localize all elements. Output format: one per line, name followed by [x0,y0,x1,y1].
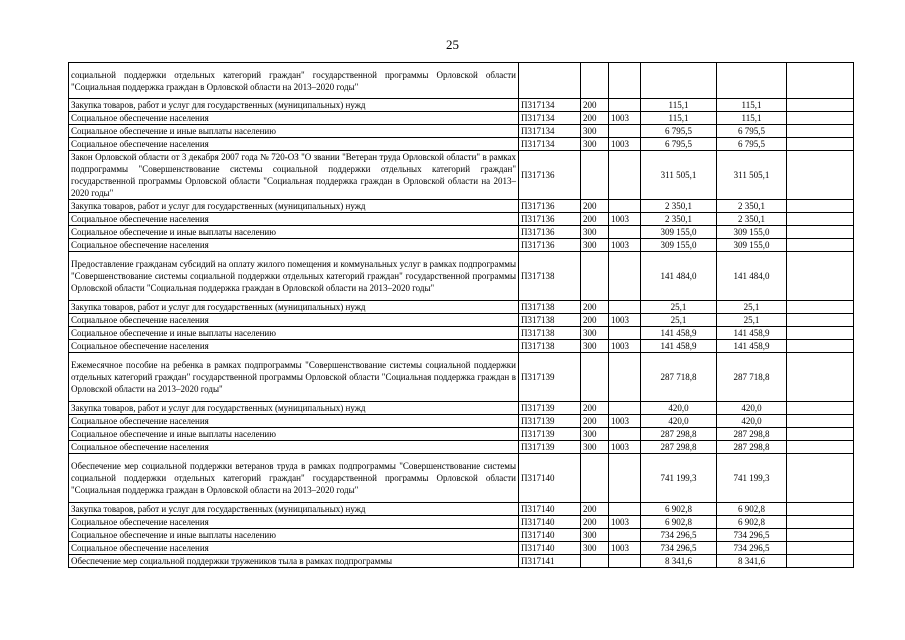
row-empty-cell [787,301,854,314]
row-amount-2: 741 199,3 [717,454,787,503]
row-amount-1: 25,1 [641,301,717,314]
row-expense-type [581,63,609,99]
row-description: Социальное обеспечение и иные выплаты населению [69,529,519,542]
row-amount-1: 6 795,5 [641,125,717,138]
row-section-code [609,226,641,239]
row-expense-type: 300 [581,239,609,252]
row-amount-1: 2 350,1 [641,200,717,213]
row-section-code: 1003 [609,314,641,327]
row-amount-1: 6 795,5 [641,138,717,151]
table-row [69,200,854,213]
row-amount-2 [717,63,787,99]
row-section-code [609,327,641,340]
table-row [69,555,854,568]
row-section-code [609,402,641,415]
row-amount-1: 734 296,5 [641,529,717,542]
row-amount-2: 287 298,8 [717,428,787,441]
row-expense-type: 300 [581,125,609,138]
row-description: Обеспечение мер социальной поддержки ветеранов труда в рамках подпрограммы "Совершенствование системы социальной поддержки отдельных категорий граждан" государственной программы Орловской области "Социальная поддержка граждан в Орловской области на 2013–2020 годы" [69,454,519,503]
table-row [69,99,854,112]
row-amount-1: 141 484,0 [641,252,717,301]
row-amount-2: 141 458,9 [717,340,787,353]
table-row [69,252,854,301]
row-target-code: П317134 [519,138,581,151]
row-target-code: П317139 [519,428,581,441]
row-amount-2: 2 350,1 [717,200,787,213]
row-description: Предоставление гражданам субсидий на оплату жилого помещения и коммунальных услуг в рамках подпрограммы "Совершенствование системы социальной поддержки отдельных категорий граждан" государственной программы Орловской области "Социальная поддержка граждан в Орловской области на 2013–2020 годы" [69,252,519,301]
page-number: 25 [446,37,459,52]
row-description: Социальное обеспечение населения [69,340,519,353]
row-section-code: 1003 [609,112,641,125]
row-expense-type: 300 [581,226,609,239]
row-section-code [609,454,641,503]
row-amount-1: 741 199,3 [641,454,717,503]
row-section-code [609,252,641,301]
table-row [69,516,854,529]
row-expense-type: 200 [581,99,609,112]
row-amount-2: 141 484,0 [717,252,787,301]
row-target-code: П317140 [519,503,581,516]
row-target-code: П317139 [519,353,581,402]
row-section-code: 1003 [609,340,641,353]
row-amount-1: 115,1 [641,99,717,112]
row-empty-cell [787,138,854,151]
row-description: Закупка товаров, работ и услуг для государственных (муниципальных) нужд [69,402,519,415]
row-empty-cell [787,555,854,568]
row-section-code [609,428,641,441]
row-amount-1: 115,1 [641,112,717,125]
table-row [69,213,854,226]
row-expense-type: 200 [581,503,609,516]
row-amount-2: 420,0 [717,402,787,415]
row-section-code [609,529,641,542]
row-amount-2: 309 155,0 [717,226,787,239]
table-row [69,428,854,441]
row-amount-1: 309 155,0 [641,239,717,252]
row-empty-cell [787,454,854,503]
row-empty-cell [787,239,854,252]
row-empty-cell [787,529,854,542]
table-row [69,415,854,428]
row-empty-cell [787,213,854,226]
row-expense-type: 200 [581,314,609,327]
row-amount-2: 734 296,5 [717,542,787,555]
row-expense-type: 200 [581,516,609,529]
row-target-code: П317136 [519,151,581,200]
row-empty-cell [787,542,854,555]
row-expense-type: 200 [581,112,609,125]
table-row [69,125,854,138]
row-target-code: П317140 [519,529,581,542]
table-row [69,529,854,542]
row-description: Закупка товаров, работ и услуг для государственных (муниципальных) нужд [69,301,519,314]
row-amount-2: 25,1 [717,301,787,314]
row-amount-1: 141 458,9 [641,340,717,353]
row-target-code: П317140 [519,542,581,555]
row-amount-2: 115,1 [717,112,787,125]
row-amount-1 [641,63,717,99]
row-description: Социальное обеспечение населения [69,112,519,125]
row-description: Социальное обеспечение населения [69,314,519,327]
row-empty-cell [787,200,854,213]
row-empty-cell [787,441,854,454]
row-expense-type: 200 [581,301,609,314]
row-target-code: П317136 [519,239,581,252]
row-expense-type: 200 [581,213,609,226]
row-amount-1: 2 350,1 [641,213,717,226]
row-target-code: П317138 [519,301,581,314]
row-empty-cell [787,327,854,340]
row-target-code: П317134 [519,112,581,125]
row-empty-cell [787,402,854,415]
table-row [69,138,854,151]
row-section-code: 1003 [609,239,641,252]
row-target-code: П317139 [519,402,581,415]
table-row [69,353,854,402]
table-row [69,239,854,252]
row-amount-2: 115,1 [717,99,787,112]
row-description: Социальное обеспечение и иные выплаты населению [69,327,519,340]
row-expense-type: 300 [581,340,609,353]
row-amount-2: 734 296,5 [717,529,787,542]
row-section-code [609,125,641,138]
row-amount-2: 287 298,8 [717,441,787,454]
row-section-code: 1003 [609,542,641,555]
row-section-code: 1003 [609,516,641,529]
table-row [69,314,854,327]
row-description: Социальное обеспечение населения [69,415,519,428]
row-target-code: П317134 [519,99,581,112]
table-row [69,327,854,340]
row-amount-1: 6 902,8 [641,503,717,516]
row-description: Социальное обеспечение населения [69,542,519,555]
row-empty-cell [787,112,854,125]
row-description: Ежемесячное пособие на ребенка в рамках подпрограммы "Совершенствование системы социальной поддержки отдельных категорий граждан" государственной программы Орловской области "Социальная поддержка граждан в Орловской области на 2013–2020 годы" [69,353,519,402]
row-target-code [519,63,581,99]
row-section-code [609,301,641,314]
row-description: Социальное обеспечение и иные выплаты населению [69,125,519,138]
table-row [69,63,854,99]
row-description: Закупка товаров, работ и услуг для государственных (муниципальных) нужд [69,503,519,516]
row-empty-cell [787,99,854,112]
row-amount-1: 309 155,0 [641,226,717,239]
row-description: социальной поддержки отдельных категорий граждан" государственной программы Орловской области "Социальная поддержка граждан в Орловской области на 2013–2020 годы" [69,63,519,99]
row-amount-2: 311 505,1 [717,151,787,200]
row-expense-type: 300 [581,138,609,151]
row-amount-2: 2 350,1 [717,213,787,226]
row-expense-type: 200 [581,402,609,415]
row-amount-1: 287 298,8 [641,441,717,454]
row-amount-2: 309 155,0 [717,239,787,252]
row-empty-cell [787,415,854,428]
row-expense-type [581,353,609,402]
row-amount-1: 420,0 [641,415,717,428]
row-section-code [609,63,641,99]
row-amount-2: 6 795,5 [717,125,787,138]
table-row [69,151,854,200]
row-section-code: 1003 [609,415,641,428]
row-amount-1: 141 458,9 [641,327,717,340]
row-amount-1: 25,1 [641,314,717,327]
row-empty-cell [787,226,854,239]
table-row [69,402,854,415]
row-target-code: П317140 [519,454,581,503]
row-target-code: П317136 [519,200,581,213]
row-target-code: П317138 [519,314,581,327]
row-section-code [609,99,641,112]
row-expense-type: 200 [581,415,609,428]
row-expense-type: 200 [581,200,609,213]
row-description: Социальное обеспечение населения [69,239,519,252]
row-description: Социальное обеспечение и иные выплаты населению [69,226,519,239]
row-target-code: П317138 [519,340,581,353]
row-amount-2: 6 902,8 [717,516,787,529]
row-amount-2: 6 902,8 [717,503,787,516]
table-row [69,542,854,555]
row-amount-1: 287 298,8 [641,428,717,441]
table-row [69,454,854,503]
row-section-code [609,353,641,402]
table-row [69,301,854,314]
row-amount-2: 6 795,5 [717,138,787,151]
row-description: Социальное обеспечение населения [69,441,519,454]
row-description: Закупка товаров, работ и услуг для государственных (муниципальных) нужд [69,200,519,213]
row-empty-cell [787,353,854,402]
row-empty-cell [787,516,854,529]
row-section-code [609,503,641,516]
row-target-code: П317139 [519,415,581,428]
row-section-code: 1003 [609,138,641,151]
row-target-code: П317138 [519,252,581,301]
row-expense-type [581,555,609,568]
row-amount-2: 141 458,9 [717,327,787,340]
row-empty-cell [787,63,854,99]
row-empty-cell [787,151,854,200]
row-amount-2: 420,0 [717,415,787,428]
row-empty-cell [787,428,854,441]
row-empty-cell [787,252,854,301]
row-target-code: П317141 [519,555,581,568]
row-expense-type [581,252,609,301]
row-section-code: 1003 [609,213,641,226]
row-description: Закон Орловской области от 3 декабря 2007 года № 720-ОЗ "О звании "Ветеран труда Орловской области" в рамках подпрограммы "Совершенствование системы социальной поддержки отдельных категорий граждан" государственной программы Орловской области "Социальная поддержка граждан в Орловской области на 2013–2020 годы" [69,151,519,200]
row-description: Социальное обеспечение населения [69,516,519,529]
table-row [69,112,854,125]
budget-table [68,62,854,568]
row-expense-type: 300 [581,327,609,340]
row-description: Обеспечение мер социальной поддержки тружеников тыла в рамках подпрограммы [69,555,519,568]
row-target-code: П317136 [519,213,581,226]
row-amount-1: 734 296,5 [641,542,717,555]
row-target-code: П317139 [519,441,581,454]
row-expense-type: 300 [581,441,609,454]
row-empty-cell [787,314,854,327]
row-description: Закупка товаров, работ и услуг для государственных (муниципальных) нужд [69,99,519,112]
row-target-code: П317138 [519,327,581,340]
row-amount-2: 25,1 [717,314,787,327]
row-description: Социальное обеспечение населения [69,213,519,226]
row-empty-cell [787,340,854,353]
row-description: Социальное обеспечение населения [69,138,519,151]
row-section-code [609,151,641,200]
row-target-code: П317134 [519,125,581,138]
row-expense-type: 300 [581,428,609,441]
row-target-code: П317140 [519,516,581,529]
row-expense-type: 300 [581,542,609,555]
row-expense-type: 300 [581,529,609,542]
row-section-code [609,555,641,568]
table-row [69,340,854,353]
row-section-code [609,200,641,213]
row-amount-2: 287 718,8 [717,353,787,402]
row-amount-1: 6 902,8 [641,516,717,529]
row-target-code: П317136 [519,226,581,239]
row-amount-1: 311 505,1 [641,151,717,200]
row-amount-1: 8 341,6 [641,555,717,568]
table-row [69,226,854,239]
table-row [69,441,854,454]
row-section-code: 1003 [609,441,641,454]
row-amount-1: 287 718,8 [641,353,717,402]
row-amount-1: 420,0 [641,402,717,415]
row-empty-cell [787,503,854,516]
row-amount-2: 8 341,6 [717,555,787,568]
row-expense-type [581,454,609,503]
row-empty-cell [787,125,854,138]
row-expense-type [581,151,609,200]
row-description: Социальное обеспечение и иные выплаты населению [69,428,519,441]
table-row [69,503,854,516]
